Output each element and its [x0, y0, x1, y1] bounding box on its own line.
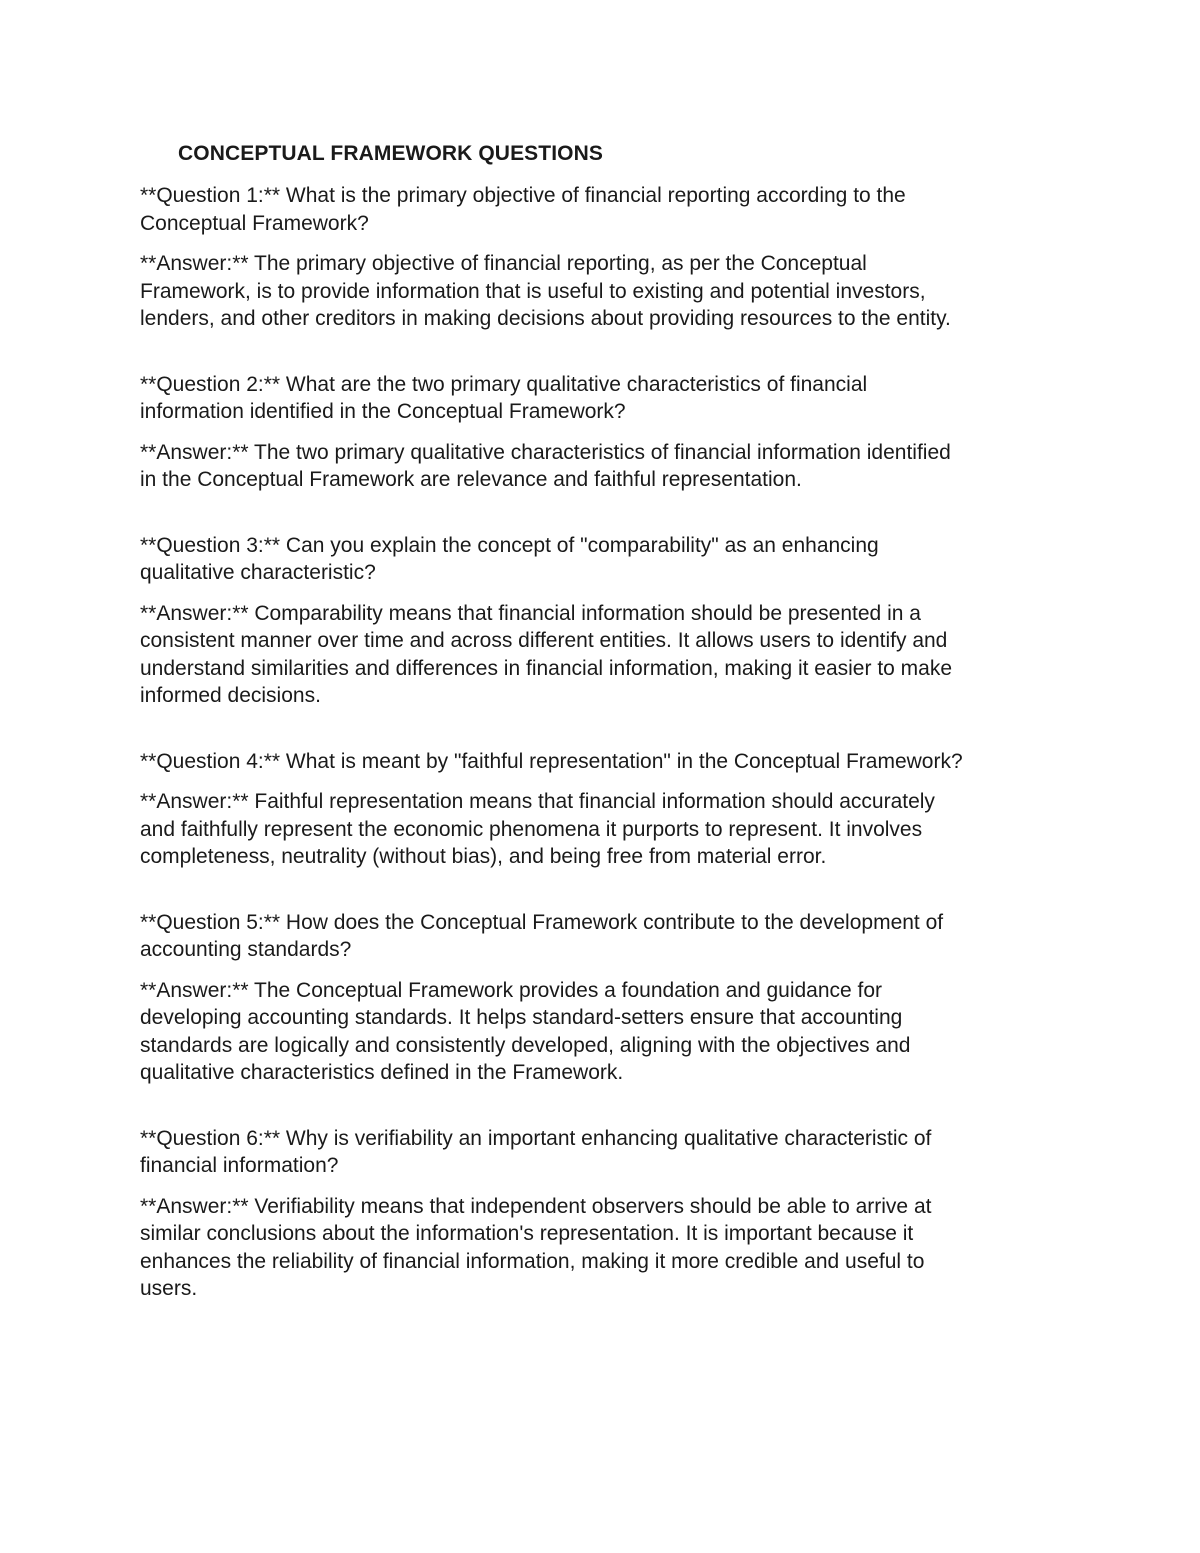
answer-line: users. — [140, 1277, 198, 1300]
qa-section-6 — [140, 1125, 1080, 1303]
qa-section-list — [140, 182, 1080, 1303]
answer-line: informed decisions. — [140, 684, 321, 707]
answer-6 — [140, 1193, 1080, 1303]
question-line: financial information? — [140, 1154, 339, 1177]
answer-line: **Answer:** The Conceptual Framework provides a foundation and guidance for — [140, 978, 883, 1002]
question-1 — [140, 182, 1080, 237]
answer-line: **Answer:** The primary objective of financial reporting, as per the Conceptual — [140, 252, 867, 275]
answer-line: **Answer:** The two primary qualitative characteristics of financial information identified — [140, 440, 951, 464]
answer-line: consistent manner over time and across different entities. It allows users to identify and — [140, 629, 948, 652]
document-title: CONCEPTUAL FRAMEWORK QUESTIONS — [178, 142, 603, 165]
question-line: **Question 6:** Why is verifiability an important enhancing qualitative characteristic of — [140, 1126, 932, 1150]
qa-section-2 — [140, 371, 1080, 494]
question-line: accounting standards? — [140, 938, 352, 961]
question-line: **Question 4:** What is meant by "faithful representation" in the Conceptual Framework? — [140, 749, 963, 773]
question-4 — [140, 748, 1080, 776]
qa-section-5 — [140, 909, 1080, 1087]
answer-line: **Answer:** Verifiability means that independent observers should be able to arrive at — [140, 1194, 932, 1218]
qa-section-1 — [140, 182, 1080, 333]
answer-line: understand similarities and differences in financial information, making it easier to make — [140, 656, 953, 680]
question-line: **Question 1:** What is the primary objective of financial reporting according to the — [140, 184, 906, 207]
answer-line: and faithfully represent the economic phenomena it purports to represent. It involves — [140, 817, 923, 841]
answer-line: enhances the reliability of financial information, making it more credible and useful to — [140, 1249, 925, 1273]
question-line: **Question 3:** Can you explain the concept of "comparability" as an enhancing — [140, 533, 879, 557]
answer-line: **Answer:** Faithful representation means that financial information should accurately — [140, 790, 935, 813]
question-6 — [140, 1125, 1080, 1180]
answer-line: qualitative characteristics defined in the Framework. — [140, 1061, 624, 1084]
answer-3 — [140, 600, 1080, 710]
question-line: Conceptual Framework? — [140, 211, 369, 235]
question-line: **Question 5:** How does the Conceptual Framework contribute to the development of — [140, 910, 944, 934]
question-2 — [140, 371, 1080, 426]
question-5 — [140, 909, 1080, 964]
answer-line: lenders, and other creditors in making decisions about providing resources to the entity. — [140, 307, 951, 330]
answer-line: completeness, neutrality (without bias), and being free from material error. — [140, 845, 827, 868]
qa-section-4 — [140, 748, 1080, 871]
answer-line: in the Conceptual Framework are relevance and faithful representation. — [140, 468, 802, 491]
answer-line: standards are logically and consistently developed, aligning with the objectives and — [140, 1033, 911, 1057]
answer-1 — [140, 250, 1080, 333]
question-line: qualitative characteristic? — [140, 561, 376, 584]
answer-line: similar conclusions about the information's representation. It is important because it — [140, 1222, 914, 1245]
answer-line: **Answer:** Comparability means that financial information should be presented in a — [140, 601, 921, 625]
answer-4 — [140, 788, 1080, 871]
answer-line: Framework, is to provide information that is useful to existing and potential investors, — [140, 279, 926, 303]
document-page — [140, 140, 1080, 1341]
answer-line: developing accounting standards. It helps standard-setters ensure that accounting — [140, 1006, 903, 1029]
qa-section-3 — [140, 532, 1080, 710]
answer-2 — [140, 439, 1080, 494]
answer-5 — [140, 977, 1080, 1087]
question-3 — [140, 532, 1080, 587]
question-line: **Question 2:** What are the two primary qualitative characteristics of financial — [140, 372, 868, 396]
question-line: information identified in the Conceptual Framework? — [140, 400, 626, 423]
